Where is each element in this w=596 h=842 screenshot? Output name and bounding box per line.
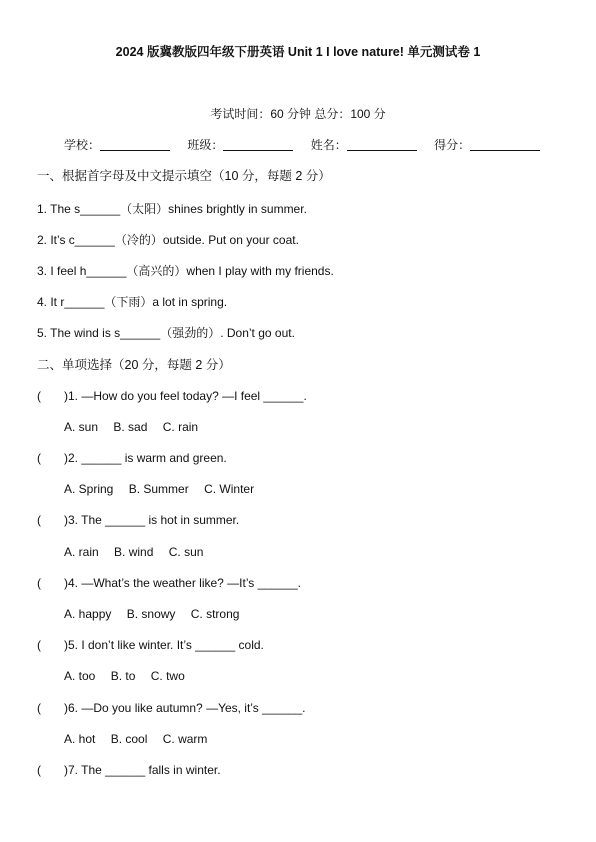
option-c: C. strong [190, 607, 240, 621]
answer-paren[interactable]: ( [37, 389, 41, 403]
option-c: C. two [150, 669, 185, 683]
fill-item-5: 5. The wind is s______（强劲的）. Don’t go out. [37, 326, 295, 340]
answer-paren[interactable]: ( [37, 451, 41, 465]
answer-paren[interactable]: ( [37, 763, 41, 777]
question-stem: )3. The ______ is hot in summer. [64, 513, 240, 527]
option-b: B. cool [110, 732, 148, 746]
option-a: A. sun [64, 420, 99, 434]
page-title: 2024 版冀教版四年级下册英语 Unit 1 I love nature! 单元测试卷 1 [115, 45, 481, 59]
student-info-fields [64, 137, 554, 153]
answer-paren[interactable]: ( [37, 576, 41, 590]
name-label: 姓名： [310, 138, 347, 152]
exam-info: 考试时间：60 分钟 总分：100 分 [210, 107, 386, 121]
question-4-options [64, 606, 251, 622]
option-b: B. Summer [128, 482, 189, 496]
question-stem: )1. —How do you feel today? —I feel ______. [64, 389, 307, 403]
fill-item-2: 2. It’s c______（冷的）outside. Put on your coat. [37, 233, 299, 247]
option-b: B. wind [114, 545, 154, 559]
question-stem: )6. —Do you like autumn? —Yes, it’s ______. [64, 701, 306, 715]
school-label: 学校： [64, 138, 101, 152]
option-a: A. rain [64, 545, 99, 559]
question-2-options [64, 481, 266, 497]
question-1-options [64, 419, 210, 435]
option-a: A. hot [64, 732, 96, 746]
option-b: B. snowy [126, 607, 176, 621]
fill-item-3: 3. I feel h______（高兴的）when I play with my friends. [37, 264, 334, 278]
score-blank[interactable] [470, 138, 540, 151]
score-label: 得分： [434, 138, 471, 152]
option-b: B. sad [113, 420, 148, 434]
question-stem: )7. The ______ falls in winter. [64, 763, 221, 777]
option-a: A. Spring [64, 482, 114, 496]
question-6-options [64, 731, 219, 747]
question-5-options [64, 668, 197, 684]
option-c: C. Winter [204, 482, 255, 496]
option-a: A. happy [64, 607, 112, 621]
answer-paren[interactable]: ( [37, 513, 41, 527]
class-blank[interactable] [223, 138, 293, 151]
school-blank[interactable] [100, 138, 170, 151]
option-c: C. sun [168, 545, 204, 559]
fill-item-1: 1. The s______（太阳）shines brightly in summer. [37, 202, 307, 216]
class-label: 班级： [187, 138, 224, 152]
question-stem: )4. —What’s the weather like? —It’s ______. [64, 576, 302, 590]
answer-paren[interactable]: ( [37, 638, 41, 652]
option-c: C. warm [162, 732, 208, 746]
section2-heading: 二、单项选择（20 分，每题 2 分） [37, 358, 231, 372]
answer-paren[interactable]: ( [37, 701, 41, 715]
name-blank[interactable] [347, 138, 417, 151]
question-3-options [64, 544, 215, 560]
option-a: A. too [64, 669, 96, 683]
question-stem: )5. I don’t like winter. It’s ______ cold. [64, 638, 264, 652]
fill-item-4: 4. It r______（下雨）a lot in spring. [37, 295, 228, 309]
option-c: C. rain [162, 420, 199, 434]
question-stem: )2. ______ is warm and green. [64, 451, 227, 465]
section1-heading: 一、根据首字母及中文提示填空（10 分，每题 2 分） [37, 169, 331, 183]
option-b: B. to [110, 669, 136, 683]
